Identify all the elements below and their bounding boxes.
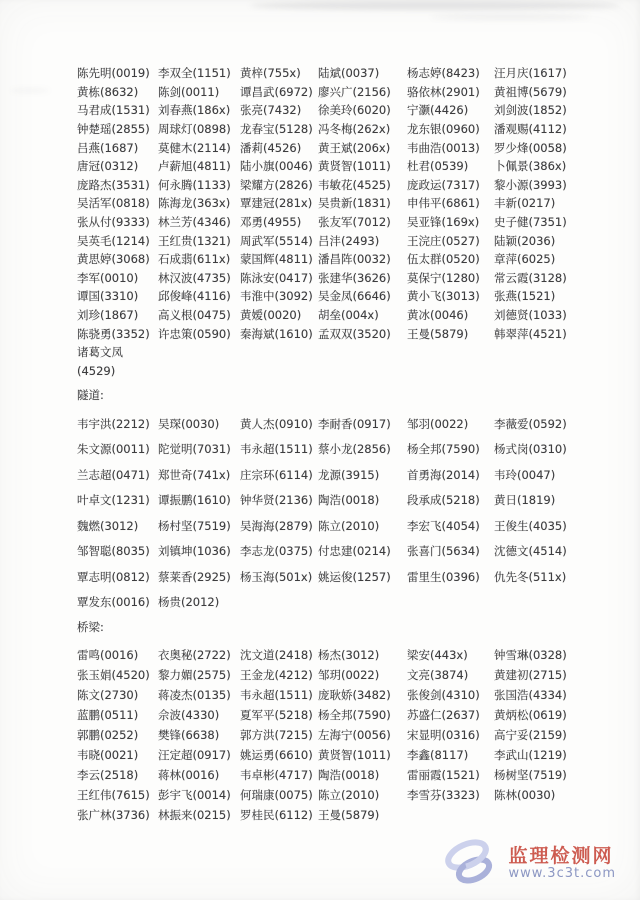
roster-entry: 朱文源(0011) <box>77 442 150 457</box>
roster-entry: 郑世奇(741x) <box>158 467 231 482</box>
roster-entry: 李军(0010) <box>77 270 139 285</box>
roster-entry: 陈立(2010) <box>318 518 380 533</box>
roster-row <box>77 120 589 139</box>
roster-entry: 陈骁勇(3352) <box>77 326 150 341</box>
roster-row <box>77 488 589 514</box>
roster-entry: 邓勇(4955) <box>240 215 302 230</box>
roster-entry: 章萍(6025) <box>494 252 556 267</box>
roster-entry: 黄栋(8632) <box>77 84 139 99</box>
roster-entry: 黄贤智(1011) <box>318 159 391 174</box>
roster-entry: 衣奥秘(2722) <box>158 648 231 663</box>
roster-row <box>77 805 589 825</box>
roster-entry: 夏军平(5218) <box>240 708 313 723</box>
roster-row <box>77 362 589 381</box>
roster-entry: 高宁妥(2159) <box>494 728 567 743</box>
roster-entry: 吴琛(0030) <box>158 416 220 431</box>
roster-row <box>77 685 589 705</box>
roster-entry: 李武山(1219) <box>494 748 567 763</box>
roster-entry: 陈立(2010) <box>318 788 380 803</box>
roster-block-tunnel <box>77 387 589 615</box>
roster-entry: 韦晓(0021) <box>77 748 139 763</box>
roster-entry: 韦玲(0047) <box>494 467 556 482</box>
roster-entry: 龙源(3915) <box>318 467 380 482</box>
roster-entry: 陶浩(0018) <box>318 768 380 783</box>
roster-entry: 孟双双(3520) <box>318 326 391 341</box>
roster-entry: 左海宁(0056) <box>318 728 391 743</box>
roster-entry: 仇先冬(511x) <box>494 569 567 584</box>
roster-entry: 黄梓(755x) <box>240 66 301 81</box>
roster-entry: 林振来(0215) <box>158 808 231 823</box>
roster-entry: 杜君(0539) <box>407 159 469 174</box>
roster-entry: 伍太群(0520) <box>407 252 480 267</box>
roster-rows-bridge <box>77 645 589 825</box>
roster-entry: 杨贵(2012) <box>158 595 220 610</box>
interlocked-rings-logo-icon <box>441 838 501 890</box>
roster-entry: 龙春宝(5128) <box>240 122 313 137</box>
roster-entry: 张俊剑(4310) <box>407 688 480 703</box>
roster-entry: 陀觉明(7031) <box>158 442 231 457</box>
roster-entry: 首勇海(2014) <box>407 467 480 482</box>
roster-entry: 黄思婷(3068) <box>77 252 150 267</box>
roster-entry: 吕燕(1687) <box>77 140 139 155</box>
roster-entry: 常云霞(3128) <box>494 270 567 285</box>
roster-entry: 冯冬梅(262x) <box>318 122 391 137</box>
roster-entry: 邹智聪(8035) <box>77 544 150 559</box>
roster-row <box>77 785 589 805</box>
roster-row <box>77 411 589 437</box>
roster-entry: 郭方洪(7215) <box>240 728 313 743</box>
roster-row <box>77 745 589 765</box>
roster-entry: 汪定超(0917) <box>158 748 231 763</box>
roster-entry: 彭宇飞(0014) <box>158 788 231 803</box>
roster-entry: 李志龙(0375) <box>240 544 313 559</box>
roster-entry: 卢薪旭(4811) <box>158 159 231 174</box>
roster-entry: 周球灯(0898) <box>158 122 231 137</box>
roster-row <box>77 645 589 665</box>
roster-entry: 吴活军(0818) <box>77 196 150 211</box>
roster-row <box>77 564 589 590</box>
roster-entry: 罗桂民(6112) <box>240 808 313 823</box>
roster-entry: 张玉娟(4520) <box>77 668 150 683</box>
roster-entry: 蒙国辉(4811) <box>240 252 313 267</box>
scan-artifact-top <box>250 1 620 10</box>
roster-entry: 韦永超(1511) <box>240 442 313 457</box>
roster-entry: 张燕(1521) <box>494 289 556 304</box>
roster-entry: 廖兴广(2156) <box>318 84 391 99</box>
roster-entry: 马君成(1531) <box>77 103 150 118</box>
roster-row <box>77 343 589 362</box>
roster-entry: 兰志超(0471) <box>77 467 150 482</box>
roster-row <box>77 287 589 306</box>
roster-entry: 黄小飞(3013) <box>407 289 480 304</box>
roster-entry: 郭鹏(0252) <box>77 728 139 743</box>
roster-row <box>77 665 589 685</box>
roster-entry: (4529) <box>77 363 116 378</box>
roster-entry: 李宏飞(4054) <box>407 518 480 533</box>
roster-entry: 黄王斌(206x) <box>318 140 391 155</box>
roster-entry: 潘昌阵(0032) <box>318 252 391 267</box>
roster-entry: 刘春燕(186x) <box>158 103 231 118</box>
roster-block-bridge <box>77 619 589 825</box>
roster-entry: 黄人杰(0910) <box>240 416 313 431</box>
roster-entry: 魏燃(3012) <box>77 518 139 533</box>
roster-entry: 王红贵(1321) <box>158 233 231 248</box>
roster-row <box>77 194 589 213</box>
roster-entry: 高义根(0475) <box>158 308 231 323</box>
roster-entry: 黎力媚(2575) <box>158 668 231 683</box>
scan-artifact-top-2 <box>430 14 590 20</box>
roster-entry: 何永腾(1133) <box>158 177 231 192</box>
roster-entry: 李耐香(0917) <box>318 416 391 431</box>
roster-entry: 黄建初(2715) <box>494 668 567 683</box>
roster-entry: 吴海海(2879) <box>240 518 313 533</box>
watermark <box>441 838 616 890</box>
roster-entry: 蓝鹏(0511) <box>77 708 139 723</box>
roster-entry: 梁安(443x) <box>407 648 468 663</box>
roster-entry: 钟楚瑶(2855) <box>77 122 150 137</box>
roster-entry: 莫健木(2114) <box>158 140 231 155</box>
roster-entry: 叶卓文(1231) <box>77 493 150 508</box>
roster-entry: 陆斌(0037) <box>318 66 380 81</box>
roster-entry: 覃志明(0812) <box>77 569 150 584</box>
roster-row <box>77 269 589 288</box>
roster-entry: 谭振鹏(1610) <box>158 493 231 508</box>
roster-entry: 陶浩(0018) <box>318 493 380 508</box>
roster-entry: 梁耀方(2826) <box>240 177 313 192</box>
roster-row <box>77 539 589 565</box>
roster-entry: 卜佩景(386x) <box>494 159 567 174</box>
roster-entry: 张广林(3736) <box>77 808 150 823</box>
roster-entry: 蒋凌杰(0135) <box>158 688 231 703</box>
roster-entry: 莫保宁(1280) <box>407 270 480 285</box>
roster-entry: 王俊生(4035) <box>494 518 567 533</box>
roster-entry: 许忠策(0590) <box>158 326 231 341</box>
roster-entry: 林汉波(4735) <box>158 270 231 285</box>
roster-entry: 吕沣(2493) <box>318 233 380 248</box>
roster-row <box>77 590 589 616</box>
roster-entry: 雷丽霞(1521) <box>407 768 480 783</box>
roster-entry: 苏盛仁(2637) <box>407 708 480 723</box>
roster-entry: 陆颖(2036) <box>494 233 556 248</box>
roster-entry: 骆依林(2901) <box>407 84 480 99</box>
roster-entry: 陈林(0030) <box>494 788 556 803</box>
roster-rows-general <box>77 64 589 380</box>
roster-entry: 吴金凤(6646) <box>318 289 391 304</box>
roster-entry: 吴贵新(1831) <box>318 196 391 211</box>
section-header-tunnel: 隧道: <box>77 388 104 403</box>
roster-entry: 徐美玲(6020) <box>318 103 391 118</box>
roster-entry: 谭昌武(6972) <box>240 84 313 99</box>
roster-block-general <box>77 64 589 380</box>
roster-entry: 杨杰(3012) <box>318 648 380 663</box>
roster-entry: 刘珍(1867) <box>77 308 139 323</box>
roster-entry: 王曼(5879) <box>318 808 380 823</box>
roster-entry: 宋显明(0316) <box>407 728 480 743</box>
roster-entry: 黄日(1819) <box>494 493 556 508</box>
roster-entry: 陈海龙(363x) <box>158 196 231 211</box>
roster-entry: 黄祖博(5679) <box>494 84 567 99</box>
roster-row <box>77 213 589 232</box>
roster-entry: 张喜门(5634) <box>407 544 480 559</box>
roster-entry: 钟华贤(2136) <box>240 493 313 508</box>
roster-entry: 林兰芳(4346) <box>158 215 231 230</box>
roster-entry: 刘剑波(1852) <box>494 103 567 118</box>
roster-entry: 张友军(7012) <box>318 215 391 230</box>
roster-entry: 覃建冠(281x) <box>240 196 313 211</box>
roster-entry: 杨全邦(7590) <box>318 708 391 723</box>
roster-entry: 杨玉海(501x) <box>240 569 313 584</box>
roster-entry: 韦敏花(4525) <box>318 177 391 192</box>
roster-rows-tunnel <box>77 411 589 615</box>
roster-entry: 丰新(0217) <box>494 196 556 211</box>
roster-entry: 蔡莱香(2925) <box>158 569 231 584</box>
roster-entry: 潘莉(4526) <box>240 140 302 155</box>
roster-entry: 蔡小龙(2856) <box>318 442 391 457</box>
roster-entry: 何瑞康(0075) <box>240 788 313 803</box>
roster-entry: 蒋林(0016) <box>158 768 220 783</box>
roster-entry: 庞路杰(3531) <box>77 177 150 192</box>
roster-row <box>77 138 589 157</box>
scan-artifact-left <box>10 88 50 93</box>
roster-entry: 罗少烽(0058) <box>494 140 567 155</box>
roster-row <box>77 437 589 463</box>
roster-row <box>77 64 589 83</box>
roster-entry: 陆小旗(0046) <box>240 159 313 174</box>
roster-entry: 韦淮中(3092) <box>240 289 313 304</box>
roster-entry: 付忠建(0214) <box>318 544 391 559</box>
roster-entry: 姚运俊(1257) <box>318 569 391 584</box>
roster-entry: 韦卓彬(4717) <box>240 768 313 783</box>
roster-entry: 雷鸣(0016) <box>77 648 139 663</box>
roster-entry: 邹玥(0022) <box>318 668 380 683</box>
roster-entry: 吴英毛(1214) <box>77 233 150 248</box>
roster-entry: 张从付(9333) <box>77 215 150 230</box>
roster-row <box>77 462 589 488</box>
roster-entry: 吴亚锋(169x) <box>407 215 480 230</box>
roster-entry: 谭国(3310) <box>77 289 139 304</box>
roster-entry: 樊锋(6638) <box>158 728 220 743</box>
roster-entry: 胡垒(004x) <box>318 308 379 323</box>
roster-entry: 韦永超(1511) <box>240 688 313 703</box>
roster-entry: 李鑫(8117) <box>407 748 469 763</box>
roster-entry: 庞耿娇(3482) <box>318 688 391 703</box>
roster-row <box>77 765 589 785</box>
roster-row <box>77 324 589 343</box>
roster-entry: 刘镇坤(1036) <box>158 544 231 559</box>
roster-row <box>77 231 589 250</box>
roster-entry: 汪月庆(1617) <box>494 66 567 81</box>
roster-entry: 杨村坚(7519) <box>158 518 231 533</box>
roster-entry: 杨树坚(7519) <box>494 768 567 783</box>
roster-entry: 王曼(5879) <box>407 326 469 341</box>
roster-entry: 唐冠(0312) <box>77 159 139 174</box>
roster-entry: 庄宗环(6114) <box>240 467 313 482</box>
watermark-site-name: 监理检测网 <box>508 844 614 867</box>
roster-entry: 李云(2518) <box>77 768 139 783</box>
roster-row <box>77 250 589 269</box>
roster-entry: 文亮(3874) <box>407 668 469 683</box>
roster-entry: 姚运勇(6610) <box>240 748 313 763</box>
roster-entry: 王金龙(4212) <box>240 668 313 683</box>
roster-entry: 庞政运(7317) <box>407 177 480 192</box>
section-header-bridge: 桥梁: <box>77 620 104 635</box>
roster-entry: 黎小源(3993) <box>494 177 567 192</box>
roster-content <box>77 64 589 825</box>
roster-entry: 黄贤智(1011) <box>318 748 391 763</box>
roster-entry: 沈文道(2418) <box>240 648 313 663</box>
roster-row <box>77 157 589 176</box>
roster-entry: 申伟平(6861) <box>407 196 480 211</box>
roster-entry: 张亮(7432) <box>240 103 302 118</box>
roster-entry: 覃发东(0016) <box>77 595 150 610</box>
roster-entry: 龙东银(0960) <box>407 122 480 137</box>
roster-entry: 段承成(5218) <box>407 493 480 508</box>
roster-entry: 陈泳安(0417) <box>240 270 313 285</box>
roster-entry: 张国浩(4334) <box>494 688 567 703</box>
roster-entry: 石成翡(611x) <box>158 252 231 267</box>
roster-entry: 李薇爱(0592) <box>494 416 567 431</box>
roster-entry: 陈文(2730) <box>77 688 139 703</box>
roster-row <box>77 83 589 102</box>
roster-entry: 雷里生(0396) <box>407 569 480 584</box>
roster-entry: 秦海斌(1610) <box>240 326 313 341</box>
roster-row <box>77 176 589 195</box>
roster-entry: 诸葛文凤 <box>77 345 123 360</box>
roster-row <box>77 705 589 725</box>
roster-entry: 刘德贤(1033) <box>494 308 567 323</box>
roster-entry: 李雪芬(3323) <box>407 788 480 803</box>
roster-entry: 周武军(5514) <box>240 233 313 248</box>
roster-entry: 杨全邦(7590) <box>407 442 480 457</box>
roster-row <box>77 725 589 745</box>
roster-row <box>77 513 589 539</box>
watermark-text <box>508 846 616 883</box>
roster-row <box>77 306 589 325</box>
roster-entry: 邹羽(0022) <box>407 416 469 431</box>
roster-entry: 史子健(7351) <box>494 215 567 230</box>
roster-entry: 潘观赐(4112) <box>494 122 567 137</box>
roster-entry: 邱俊峰(4116) <box>158 289 231 304</box>
roster-entry: 钟雪琳(0328) <box>494 648 567 663</box>
roster-entry: 陈剑(0011) <box>158 84 220 99</box>
roster-entry: 王浣庄(0527) <box>407 233 480 248</box>
roster-entry: 黄炳松(0619) <box>494 708 567 723</box>
roster-entry: 杨志婷(8423) <box>407 66 480 81</box>
watermark-site-url: www.3c3t.com <box>508 866 616 882</box>
roster-entry: 黄嫒(0020) <box>240 308 302 323</box>
roster-entry: 宁灏(4426) <box>407 103 469 118</box>
roster-entry: 陈先明(0019) <box>77 66 150 81</box>
roster-entry: 王红伟(7615) <box>77 788 150 803</box>
roster-entry: 杨式岗(0310) <box>494 442 567 457</box>
roster-entry: 韦宇洪(2212) <box>77 416 150 431</box>
roster-entry: 佘波(4330) <box>158 708 220 723</box>
roster-entry: 张建华(3626) <box>318 270 391 285</box>
roster-entry: 黄冰(0046) <box>407 308 469 323</box>
roster-row <box>77 101 589 120</box>
roster-entry: 韩翠萍(4521) <box>494 326 567 341</box>
roster-entry: 李双全(1151) <box>158 66 231 81</box>
roster-entry: 韦曲浩(0013) <box>407 140 480 155</box>
roster-entry: 沈德文(4514) <box>494 544 567 559</box>
